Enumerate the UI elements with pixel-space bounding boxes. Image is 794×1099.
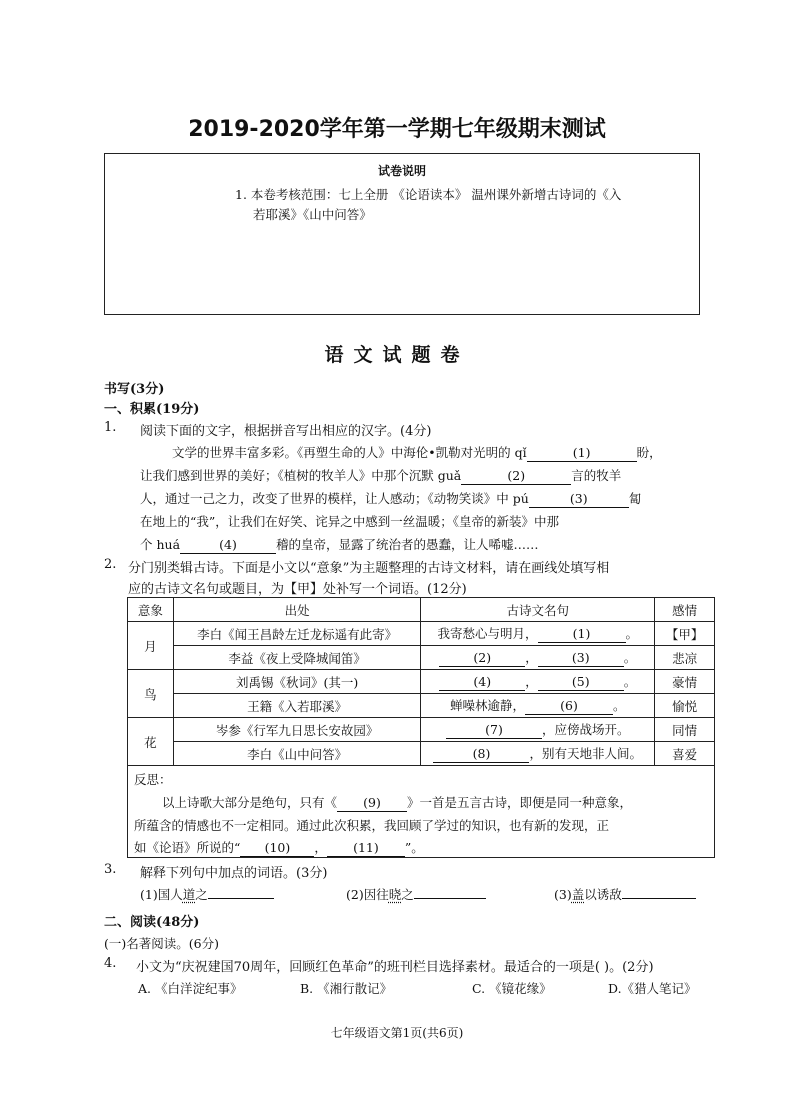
col-header-lines: 古诗文名句: [421, 598, 655, 622]
blank-10[interactable]: (10): [240, 840, 314, 857]
blank-2[interactable]: (2): [439, 650, 525, 667]
line-text: 蝉噪林逾静，: [449, 698, 525, 713]
q3-dotted-word: 道: [182, 887, 196, 902]
imagery-bird: 鸟: [128, 670, 174, 718]
reflection-text: 以上诗歌大部分是绝句，只有《: [162, 795, 338, 810]
reflection-line-2: 所蕴含的情感也不一定相同。通过此次积累，我回顾了学过的知识，也有新的发现，正: [134, 818, 610, 833]
q1-text: 让我们感到世界的美好；《植树的牧羊人》中那个沉默 guǎ: [140, 468, 462, 483]
table-row: [128, 718, 715, 742]
table-row: [128, 742, 715, 766]
writing-score: 书写(3分): [104, 382, 165, 397]
q1-text: 稽的皇帝，显露了统治者的愚蠢，让人唏嘘……: [276, 537, 539, 552]
instructions-box: [104, 153, 700, 315]
col-header-imagery: 意象: [128, 598, 174, 622]
q2-prompt-line-1: 分门别类辑古诗。下面是小文以“意象”为主题整理的古诗文材料，请在画线处填写相: [128, 561, 610, 576]
q1-passage-line-2: [140, 466, 621, 485]
table-row: [128, 646, 715, 670]
feeling-blank-jia[interactable]: 【甲】: [655, 622, 715, 646]
q1-prompt: 阅读下面的文字，根据拼音写出相应的汉字。(4分): [140, 424, 432, 439]
table-header-row: [128, 598, 715, 622]
lines-cell: [421, 718, 655, 742]
feeling-cell: 喜爱: [655, 742, 715, 766]
q3-text: 之: [195, 887, 208, 902]
q4-option-a[interactable]: A. 《白洋淀纪事》: [138, 981, 243, 996]
instructions-heading: 试卷说明: [377, 164, 426, 178]
reflection-text: 》一首是五言古诗，即便是同一种意象，: [407, 795, 633, 810]
q3-dotted-word: 晓: [388, 887, 402, 902]
table-row: [128, 622, 715, 646]
q4-prompt: 小文为“庆祝建国70周年，回顾红色革命”的班刊栏目选择素材。最适合的一项是( )。(2分): [136, 960, 654, 975]
line-text: ，: [525, 674, 538, 689]
col-header-source: 出处: [173, 598, 421, 622]
reflection-label: 反思：: [134, 772, 172, 787]
reflection-box: [127, 766, 715, 858]
source-cell: 王籍《入若耶溪》: [173, 694, 421, 718]
line-text: 。: [623, 650, 637, 665]
q1-passage-line-4: 在地上的“我”，让我们在好笑、诧异之中感到一丝温暖；《皇帝的新装》中那: [140, 514, 560, 529]
q3-prompt: 解释下列句中加点的词语。(3分): [140, 866, 328, 881]
reflection-text: ，: [314, 840, 327, 855]
imagery-moon: 月: [128, 622, 174, 670]
q4-option-b[interactable]: B. 《湘行散记》: [300, 981, 393, 996]
lines-cell: [421, 742, 655, 766]
feeling-cell: 同情: [655, 718, 715, 742]
line-text: 。: [623, 674, 637, 689]
q2-prompt-line-2: 应的古诗文名句或题目，为【甲】处补写一个词语。(12分): [128, 582, 467, 597]
lines-cell: [421, 646, 655, 670]
blank-7[interactable]: (7): [446, 722, 542, 739]
q1-passage-line-1: [172, 443, 662, 462]
q1-blank-1[interactable]: (1): [527, 445, 637, 462]
blank-4[interactable]: (4): [439, 674, 525, 691]
blank-5[interactable]: (5): [538, 674, 624, 691]
q1-text: 盼，: [636, 445, 662, 460]
table-row: [128, 694, 715, 718]
source-cell: 刘禹锡《秋词》(其一): [173, 670, 421, 694]
q3-text: 之: [401, 887, 414, 902]
section-1-title: 一、积累(19分): [104, 402, 200, 417]
q1-text: 个 huá: [140, 537, 181, 552]
imagery-flower: 花: [128, 718, 174, 766]
q3-item-3: [554, 885, 696, 903]
q3-dotted-word: 盖: [571, 887, 585, 902]
lines-cell: [421, 622, 655, 646]
table-row: [128, 670, 715, 694]
instructions-line-1: 1. 本卷考核范围：七上全册 《论语读本》 温州课外新增古诗词的《入: [235, 187, 622, 202]
blank-8[interactable]: (8): [433, 746, 529, 763]
lines-cell: [421, 670, 655, 694]
feeling-cell: 悲凉: [655, 646, 715, 670]
line-text: ，: [525, 650, 538, 665]
q1-blank-4[interactable]: (4): [180, 537, 276, 554]
q3-blank-3[interactable]: [622, 898, 696, 899]
feeling-cell: 愉悦: [655, 694, 715, 718]
q4-option-c[interactable]: C. 《镜花缘》: [472, 981, 552, 996]
blank-9[interactable]: (9): [337, 795, 407, 812]
feeling-cell: 豪情: [655, 670, 715, 694]
line-text: 我寄愁心与明月，: [437, 626, 538, 641]
source-cell: 李白《闻王昌龄左迁龙标遥有此寄》: [173, 622, 421, 646]
q3-text: (3): [554, 887, 572, 902]
blank-6[interactable]: (6): [525, 698, 613, 715]
part-1-title: (一)名著阅读。(6分): [104, 936, 219, 951]
blank-3[interactable]: (3): [538, 650, 624, 667]
line-text: ，应傍战场开。: [541, 722, 630, 737]
blank-11[interactable]: (11): [327, 840, 405, 857]
q2-number: 2.: [104, 557, 117, 572]
q1-blank-2[interactable]: (2): [461, 468, 571, 485]
q1-text: 文学的世界丰富多彩。《再塑生命的人》中海伦•凯勒对光明的 qǐ: [172, 445, 527, 460]
q3-blank-2[interactable]: [414, 898, 486, 899]
paper-subtitle: 语文试题卷: [324, 344, 470, 366]
line-text: 。: [625, 626, 639, 641]
q4-number: 4.: [104, 956, 117, 971]
lines-cell: [421, 694, 655, 718]
q3-text: (1)国人: [140, 887, 183, 902]
instructions-line-2: 若耶溪》《山中问答》: [253, 207, 372, 222]
q1-number: 1.: [104, 420, 117, 435]
page-footer: 七年级语文第1页(共6页): [330, 1026, 464, 1040]
q3-item-2: [346, 885, 486, 903]
reflection-text: ”。: [404, 840, 424, 855]
col-header-feeling: 感情: [655, 598, 715, 622]
q3-blank-1[interactable]: [208, 898, 274, 899]
q1-passage-line-5: [140, 535, 539, 554]
source-cell: 李白《山中问答》: [173, 742, 421, 766]
line-text: 。: [613, 698, 626, 713]
q1-text: 人，通过一己之力，改变了世界的模样，让人感动；《动物笑谈》中 pú: [140, 491, 529, 506]
reflection-line-3: [134, 838, 424, 857]
q3-number: 3.: [104, 862, 117, 877]
q4-option-d[interactable]: D.《猎人笔记》: [608, 981, 697, 996]
reflection-text: 如《论语》所说的“: [134, 840, 241, 855]
reflection-line-1: [162, 793, 632, 812]
q1-text: 言的牧羊: [571, 468, 622, 483]
q1-passage-line-3: [140, 489, 641, 508]
q1-text: 匐: [628, 491, 642, 506]
exam-title: 2019-2020学年第一学期七年级期末测试: [188, 117, 606, 142]
q3-text: 以诱敌: [584, 887, 622, 902]
q3-item-1: [140, 885, 274, 903]
q3-text: (2)因往: [346, 887, 389, 902]
source-cell: 岑参《行军九日思长安故园》: [173, 718, 421, 742]
q1-blank-3[interactable]: (3): [529, 491, 629, 508]
line-text: ，别有天地非人间。: [529, 746, 642, 761]
poem-table: [127, 597, 715, 766]
blank-1[interactable]: (1): [538, 626, 626, 643]
source-cell: 李益《夜上受降城闻笛》: [173, 646, 421, 670]
section-2-title: 二、阅读(48分): [104, 915, 200, 930]
